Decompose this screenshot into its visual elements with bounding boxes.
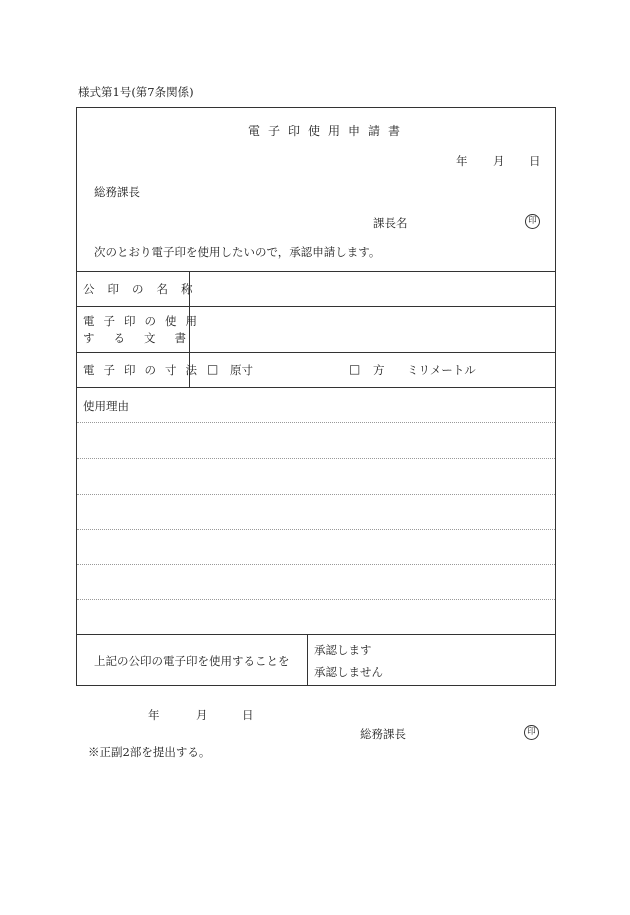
date-day-label: 日 (529, 154, 541, 168)
column-divider (307, 634, 308, 686)
square-size-label: 方 (373, 363, 385, 377)
footer-approver: 総務課長 (360, 727, 406, 741)
reason-line (77, 422, 555, 423)
request-text: 次のとおり電子印を使用したいので，承認申請します。 (94, 245, 381, 259)
size-label: 電子印の寸法 (83, 363, 206, 377)
document-label-line2: する文書 (83, 331, 205, 345)
seal-name-field[interactable] (201, 278, 541, 296)
document-label-line1: 電子印の使用 (83, 314, 206, 328)
footer-date-day: 日 (242, 708, 254, 722)
seal-name-label: 公印の名称 (83, 282, 206, 296)
divider (77, 306, 555, 307)
footer-date-year: 年 (148, 708, 160, 722)
square-size-checkbox[interactable]: □ (349, 362, 361, 376)
applicant-label: 課長名 (373, 216, 408, 230)
addressee: 総務課長 (94, 185, 140, 199)
approve-option[interactable]: 承認します (314, 643, 372, 657)
date-year-label: 年 (456, 154, 468, 168)
original-size-checkbox[interactable]: □ (207, 362, 219, 376)
reject-option[interactable]: 承認しません (314, 665, 383, 679)
seal-icon: 印 (525, 214, 540, 229)
divider (77, 352, 555, 353)
divider (77, 271, 555, 272)
original-size-label: 原寸 (230, 363, 253, 377)
form-number: 様式第1号(第7条関係) (78, 85, 194, 99)
divider (77, 634, 555, 635)
application-form (76, 107, 556, 686)
reason-field[interactable] (83, 426, 549, 632)
size-unit-label: ミリメートル (407, 363, 476, 377)
submission-note: ※正副2部を提出する。 (88, 745, 211, 759)
footer-date-month: 月 (196, 708, 208, 722)
document-field[interactable] (201, 316, 541, 338)
date-month-label: 月 (493, 154, 505, 168)
footer-seal-icon: 印 (524, 725, 539, 740)
divider (77, 387, 555, 388)
approval-prompt: 上記の公印の電子印を使用することを (94, 654, 290, 668)
reason-label: 使用理由 (83, 399, 129, 413)
form-title: 電子印使用申請書 (248, 124, 409, 138)
